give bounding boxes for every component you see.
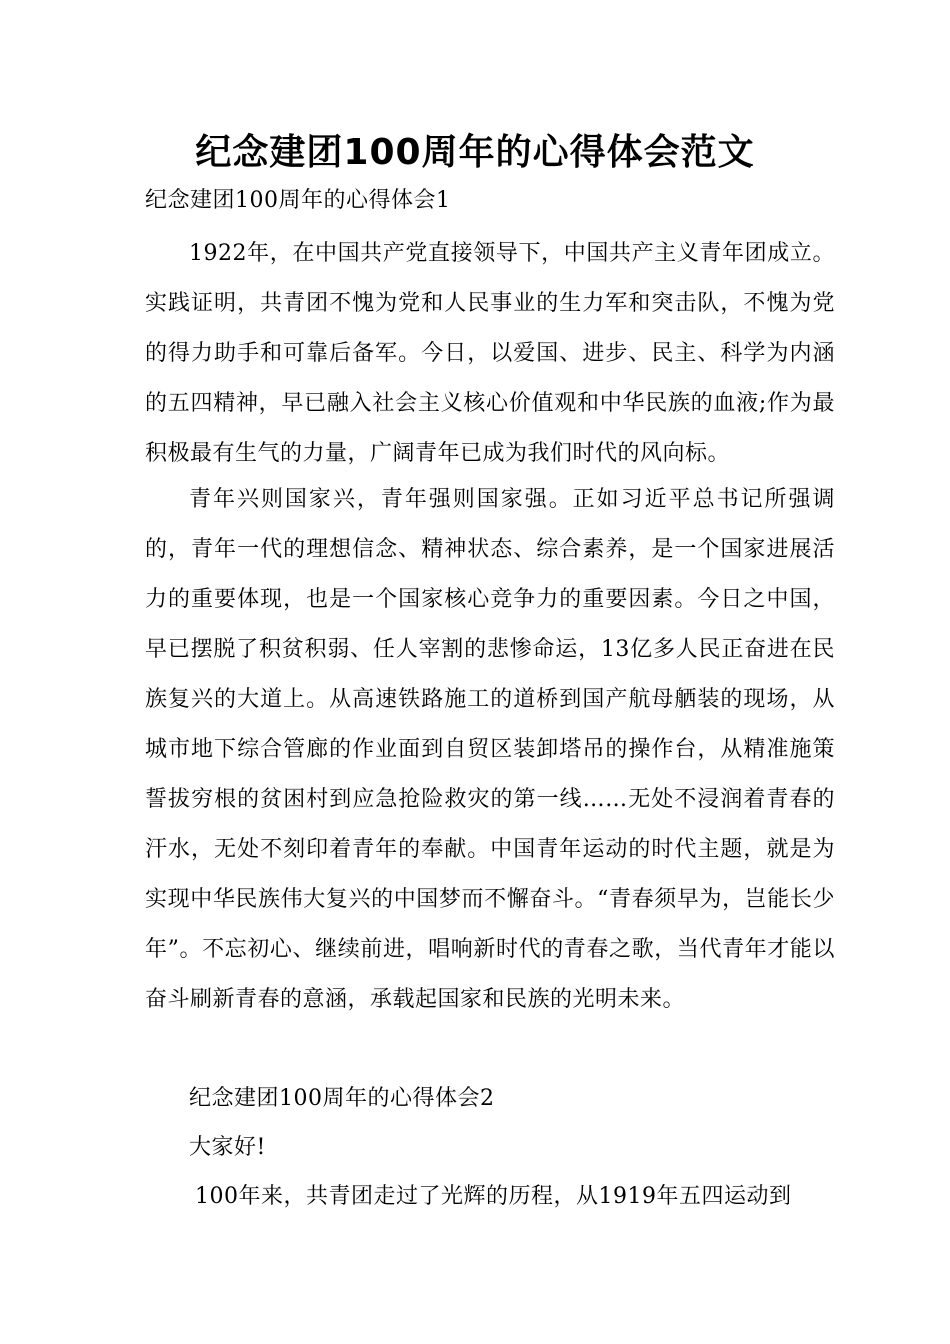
section-heading-1: 纪念建团100周年的心得体会1 [145,188,451,213]
document-title: 纪念建团100周年的心得体会范文 [195,132,755,173]
section-heading-2: 纪念建团100周年的心得体会2 [189,1086,495,1111]
greeting-line: 大家好! [189,1135,266,1160]
paragraph-1: 1922年，在中国共产党直接领导下，中国共产主义青年团成立。实践证明，共青团不愧为党和人民事业的生力军和突击队，不愧为党的得力助手和可靠后备军。今日，以爱国、进步、民主、科学为内涵的五四精神，早已融入社会主义核心价值观和中华民族的血液;作为最积极最有生气的力量，广阔青年已成为我们时代的风向标。 [145,241,835,466]
paragraph-3: 100年来，共青团走过了光辉的历程，从1919年五四运动到 [195,1184,792,1209]
paragraph-2: 青年兴则国家兴，青年强则国家强。正如习近平总书记所强调的，青年一代的理想信念、精神状态、综合素养，是一个国家进展活力的重要体现，也是一个国家核心竞争力的重要因素。今日之中国，早已摆脱了积贫积弱、任人宰割的悲惨命运，13亿多人民正奋进在民族复兴的大道上。从高速铁路施工的道桥到国产航母舾装的现场，从城市地下综合管廊的作业面到自贸区装卸塔吊的操作台，从精准施策誓拔穷根的贫困村到应急抢险救灾的第一线……无处不浸润着青春的汗水，无处不刻印着青年的奉献。中国青年运动的时代主题，就是为实现中华民族伟大复兴的中国梦而不懈奋斗。“青春须早为，岂能长少年”。不忘初心、继续前进，唱响新时代的青春之歌，当代青年才能以奋斗刷新青春的意涵，承载起国家和民族的光明未来。 [145,487,835,1012]
